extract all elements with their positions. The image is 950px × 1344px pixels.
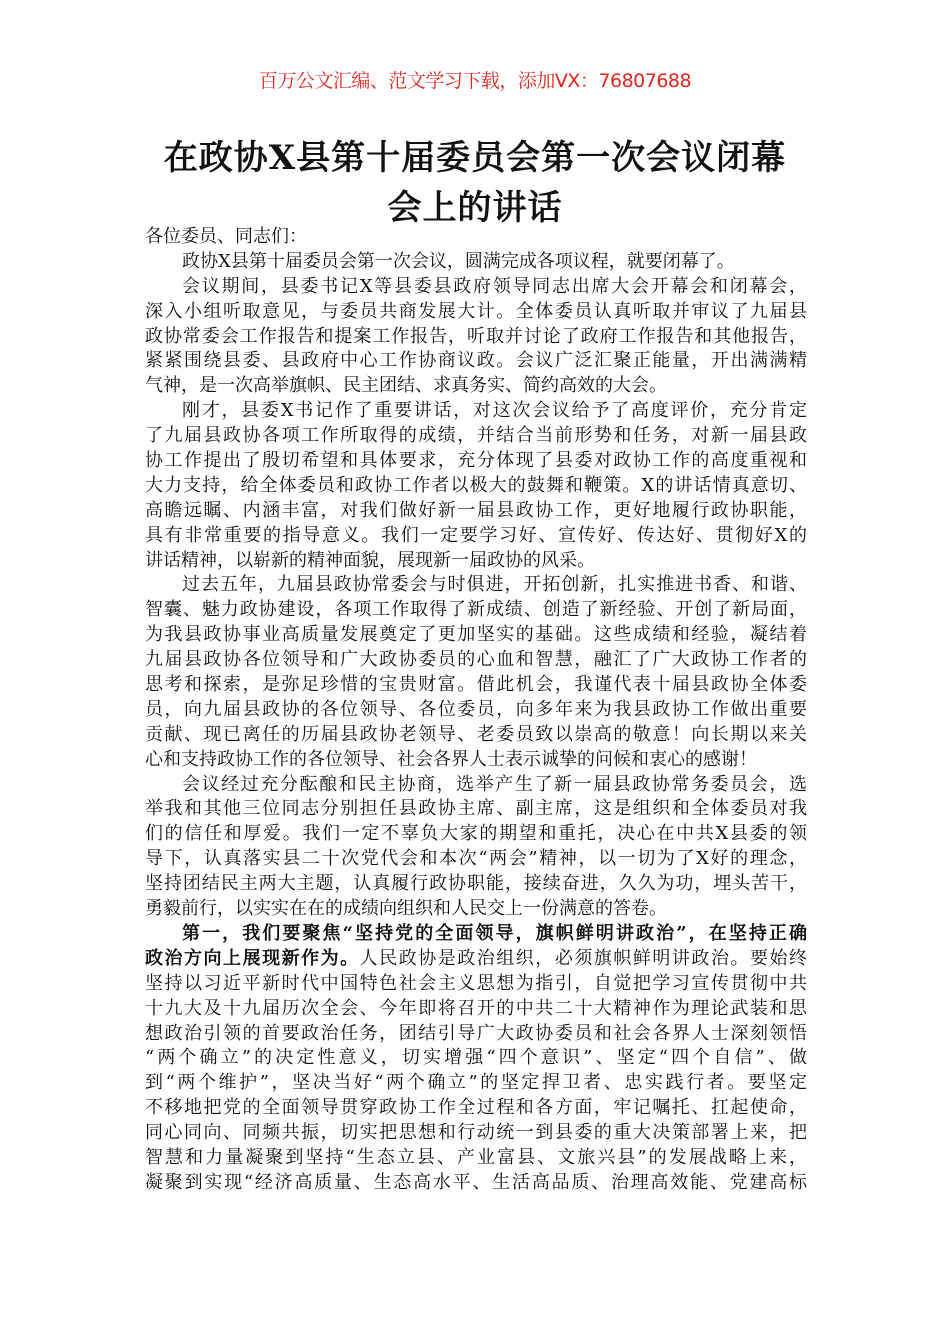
text-line: “两个确立”的决定性意义，切实增强“四个意识”、坚定“四个自信”、做 bbox=[145, 1047, 807, 1069]
text-line bbox=[145, 947, 807, 972]
document-title-line-1: 在政协X县第十届委员会第一次会议闭幕 bbox=[163, 138, 787, 178]
text-line: 坚持团结民主两大主题，认真履行政协职能，接续奋进，久久为功，埋头苦干， bbox=[145, 873, 807, 895]
text-line: 智囊、魅力政协建设，各项工作取得了新成绩、创造了新经验、开创了新局面， bbox=[145, 599, 807, 621]
text-line: 智慧和力量凝聚到坚持“生态立县、产业富县、文旅兴县”的发展战略上来， bbox=[145, 1146, 807, 1168]
text-line: 政协X县第十届委员会第一次会议，圆满完成各项议程，就要闭幕了。 bbox=[182, 250, 735, 272]
text-line: 讲话精神，以崭新的精神面貌，展现新一届政协的风采。 bbox=[145, 549, 595, 571]
text-line: 坚持以习近平新时代中国特色社会主义思想为指引，自觉把学习宣传贯彻中共 bbox=[145, 972, 807, 994]
text-line: 政协常委会工作报告和提案工作报告，听取并讨论了政府工作报告和其他报告， bbox=[145, 325, 807, 347]
text-line: 会议经过充分酝酿和民主协商，选举产生了新一届县政协常务委员会，选 bbox=[182, 773, 807, 795]
normal-text: 人民政协是政治组织，必须旗帜鲜明讲政治。要始终 bbox=[359, 947, 808, 969]
text-line: 们的信任和厚爱。我们一定不辜负大家的期望和重托，决心在中共X县委的领 bbox=[145, 823, 807, 845]
text-line: 举我和其他三位同志分别担任县政协主席、副主席，这是组织和全体委员对我 bbox=[145, 798, 807, 820]
text-line: 员，向九届县政协的各位领导、各位委员，向多年来为我县政协工作做出重要 bbox=[145, 698, 807, 720]
text-line: 会议期间，县委书记X等县委县政府领导同志出席大会开幕会和闭幕会， bbox=[182, 275, 807, 297]
text-line: 勇毅前行，以实实在在的成绩向组织和人民交上一份满意的答卷。 bbox=[145, 898, 667, 920]
paragraph bbox=[145, 399, 807, 573]
text-line: 了九届县政协各项工作所取得的成绩，并结合当前形势和任务，对新一届县政 bbox=[145, 425, 807, 447]
document-title-line-2: 会上的讲话 bbox=[387, 188, 563, 228]
text-line: 气神，是一次高举旗帜、民主团结、求真务实、简约高效的大会。 bbox=[145, 375, 667, 397]
text-line: 协工作提出了殷切希望和具体要求，充分体现了县委对政协工作的高度重视和 bbox=[145, 450, 807, 472]
text-line: 十九大及十九届历次全会、今年即将召开的中共二十大精神作为理论武装和思 bbox=[145, 997, 807, 1019]
watermark-banner: 百万公文汇编、范文学习下载，添加VX：76807688 bbox=[258, 70, 692, 92]
paragraph bbox=[145, 922, 807, 1196]
text-line: 心和支持政协工作的各位领导、社会各界人士表示诚挚的问候和衷心的感谢！ bbox=[145, 748, 757, 770]
bold-text: 第一，我们要聚焦“坚持党的全面领导，旗帜鲜明讲政治”，在坚持正确 bbox=[182, 922, 807, 944]
text-line: 想政治引领的首要政治任务，团结引导广大政协委员和社会各界人士深刻领悟 bbox=[145, 1022, 807, 1044]
document-body bbox=[145, 225, 807, 1196]
text-line: 不移地把党的全面领导贯穿政协工作全过程和各方面，牢记嘱托、扛起使命， bbox=[145, 1097, 807, 1119]
text-line: 深入小组听取意见，与委员共商发展大计。全体委员认真听取并审议了九届县 bbox=[145, 300, 807, 322]
text-line: 过去五年，九届县政协常委会与时俱进，开拓创新，扎实推进书香、和谐、 bbox=[182, 574, 807, 596]
bold-text: 政治方向上展现新作为。 bbox=[145, 947, 360, 969]
text-line: 具有非常重要的指导意义。我们一定要学习好、宣传好、传达好、贯彻好X的 bbox=[145, 524, 807, 546]
text-line: 九届县政协各位领导和广大政协委员的心血和智慧，融汇了广大政协工作者的 bbox=[145, 649, 807, 671]
text-line: 大力支持，给全体委员和政协工作者以极大的鼓舞和鞭策。X的讲话情真意切、 bbox=[145, 474, 807, 496]
text-line: 紧紧围绕县委、县政府中心工作协商议政。会议广泛汇聚正能量，开出满满精 bbox=[145, 350, 807, 372]
paragraph bbox=[145, 275, 807, 399]
text-line: 各位委员、同志们： bbox=[145, 226, 307, 247]
text-line: 凝聚到实现“经济高质量、生态高水平、生活高品质、治理高效能、党建高标 bbox=[145, 1171, 807, 1193]
text-line: 导下，认真落实县二十次党代会和本次“两会”精神，以一切为了X好的理念， bbox=[145, 848, 807, 870]
paragraph bbox=[145, 773, 807, 922]
text-line: 高瞻远瞩、内涵丰富，对我们做好新一届县政协工作，更好地履行政协职能， bbox=[145, 499, 807, 521]
text-line bbox=[145, 922, 807, 947]
text-line: 刚才，县委X书记作了重要讲话，对这次会议给予了高度评价，充分肯定 bbox=[182, 400, 807, 422]
paragraph bbox=[145, 225, 807, 250]
paragraph bbox=[145, 573, 807, 772]
paragraph bbox=[145, 250, 807, 275]
text-line: 到“两个维护”，坚决当好“两个确立”的坚定捍卫者、忠实践行者。要坚定 bbox=[145, 1072, 807, 1094]
text-line: 贡献、现已离任的历届县政协老领导、老委员致以崇高的敬意！向长期以来关 bbox=[145, 723, 807, 745]
text-line: 思考和探索，是弥足珍惜的宝贵财富。借此机会，我谨代表十届县政协全体委 bbox=[145, 674, 807, 696]
text-line: 同心同向、同频共振，切实把思想和行动统一到县委的重大决策部署上来，把 bbox=[145, 1122, 807, 1144]
text-line: 为我县政协事业高质量发展奠定了更加坚实的基础。这些成绩和经验，凝结着 bbox=[145, 624, 807, 646]
